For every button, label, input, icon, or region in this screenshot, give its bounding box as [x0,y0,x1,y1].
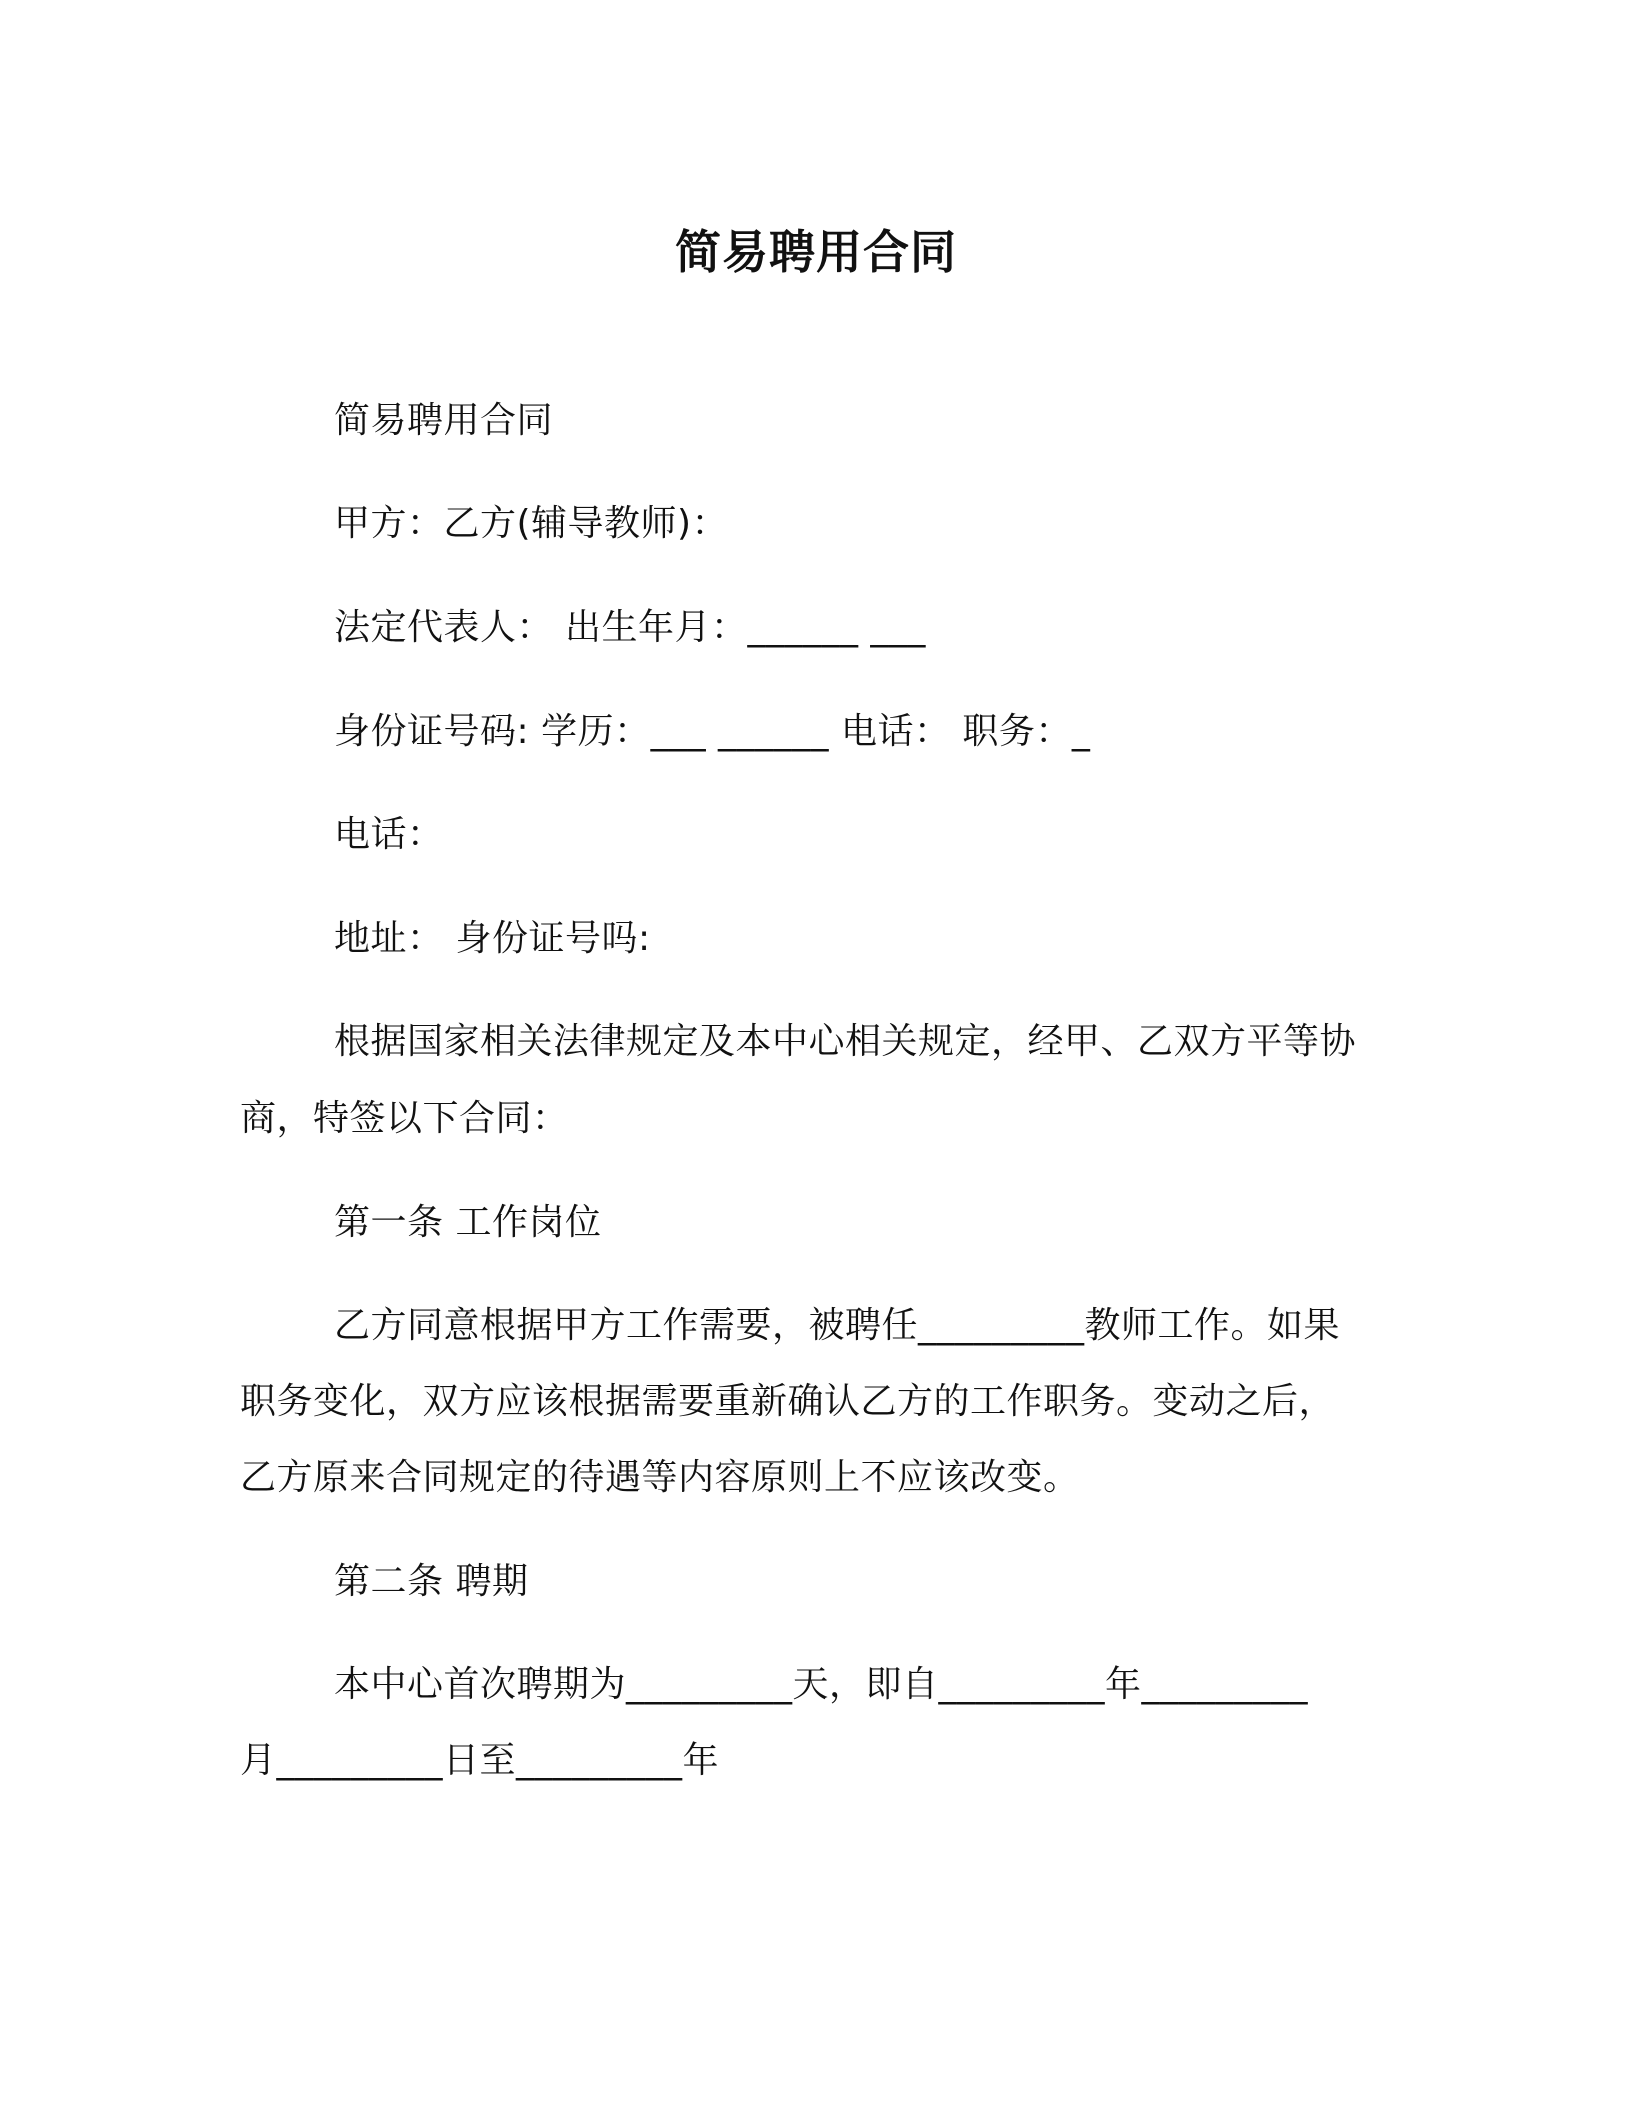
phone-line: 电话： [334,814,444,855]
article-1-line-2: 职务变化，双方应该根据需要重新确认乙方的工作职务。变动之后， [240,1381,1336,1422]
article-1-line-3: 乙方原来合同规定的待遇等内容原则上不应该改变。 [240,1457,1080,1498]
article-1-line-1: 乙方同意根据甲方工作需要，被聘任_________教师工作。如果 [334,1305,1341,1346]
preamble-line-2: 商，特签以下合同： [240,1098,569,1139]
id-number-line: 身份证号码: 学历：___ ______ 电话： 职务：_ [334,711,1091,752]
article-2-line-2: 月_________日至_________年 [240,1740,720,1781]
contract-heading: 简易聘用合同 [334,400,554,441]
party-line: 甲方：乙方(辅导教师)： [334,503,729,544]
representative-line: 法定代表人： 出生年月：______ ___ [334,607,926,648]
preamble-line-1: 根据国家相关法律规定及本中心相关规定，经甲、乙双方平等协 [334,1021,1357,1062]
article-2-line-1: 本中心首次聘期为_________天，即自_________年_________ [334,1664,1309,1705]
article-1-heading: 第一条 工作岗位 [334,1202,602,1243]
address-line: 地址： 身份证号吗: [334,918,651,959]
article-2-heading: 第二条 聘期 [334,1561,529,1602]
document-title: 简易聘用合同 [675,225,957,279]
